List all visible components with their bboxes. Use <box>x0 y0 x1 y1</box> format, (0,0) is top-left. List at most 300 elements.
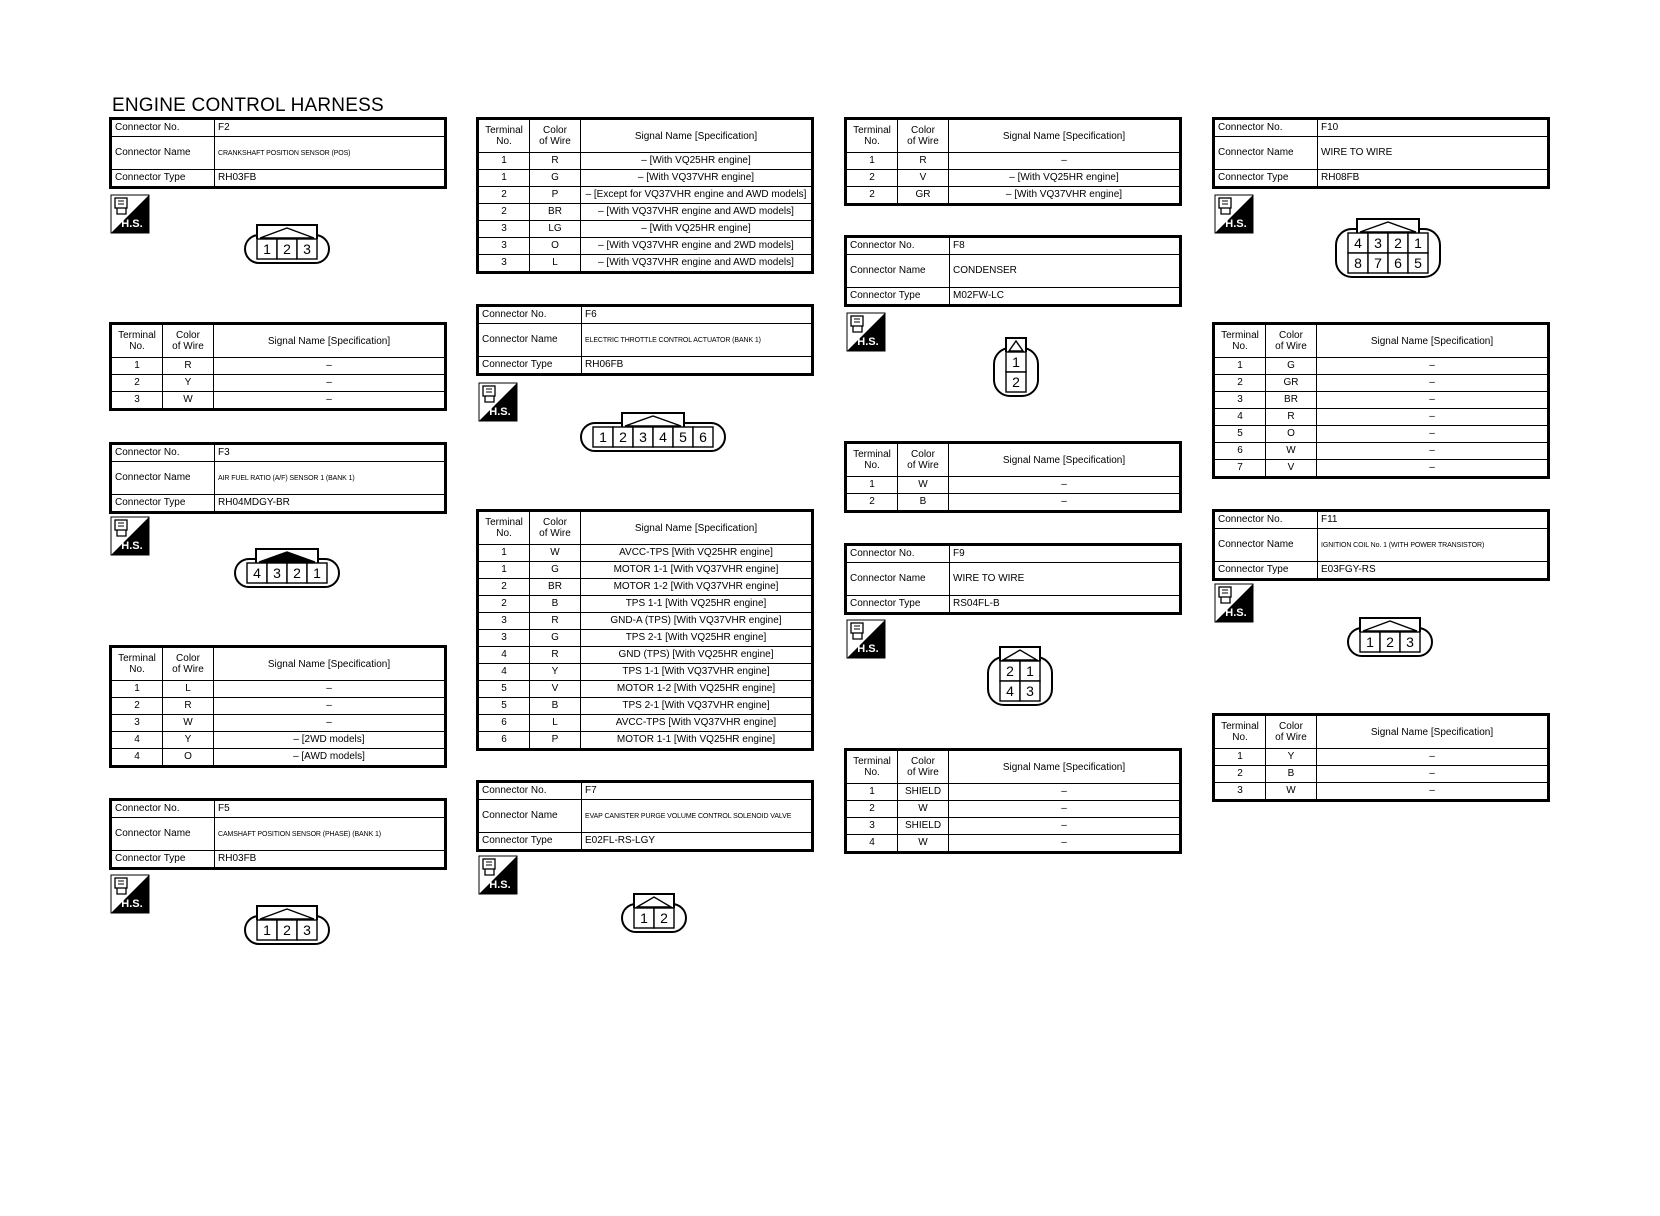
pin-number: 1 <box>263 241 271 257</box>
info-row <box>846 255 1181 288</box>
info-label: Connector No. <box>846 545 950 563</box>
terminal-no: 2 <box>111 375 163 392</box>
signal-name: – <box>214 358 446 375</box>
table-row <box>478 562 813 579</box>
wire-color: P <box>530 187 581 204</box>
terminal-no: 6 <box>1214 443 1266 460</box>
connector-face-F8 <box>992 336 1040 398</box>
table-row <box>111 392 446 410</box>
pin-number: 4 <box>1006 683 1014 699</box>
terminal-no-header: Terminal No. <box>846 443 898 477</box>
terminal-no: 3 <box>111 392 163 410</box>
svg-text:H.S.: H.S. <box>121 218 143 230</box>
info-label: Connector Type <box>846 288 950 306</box>
signal-name: – <box>1317 783 1549 801</box>
terminal-no: 6 <box>478 732 530 750</box>
signal-name: – [2WD models] <box>214 732 446 749</box>
terminal-no-header: Terminal No. <box>111 324 163 358</box>
table-row <box>478 664 813 681</box>
wire-color: V <box>530 681 581 698</box>
terminal-no: 3 <box>478 630 530 647</box>
wire-color: L <box>163 681 214 698</box>
info-label: Connector Name <box>111 137 215 170</box>
connector-face-F7 <box>620 892 688 934</box>
svg-text:H.S.: H.S. <box>1225 607 1247 619</box>
wire-color: B <box>530 698 581 715</box>
info-label: Connector Type <box>846 596 950 614</box>
signal-name: MOTOR 1-2 [With VQ25HR engine] <box>581 681 813 698</box>
info-value: E02FL-RS-LGY <box>582 833 813 851</box>
terminal-header-row <box>111 324 446 358</box>
signal-name: – <box>214 715 446 732</box>
terminal-table-F11 <box>1212 713 1550 802</box>
signal-name: TPS 1-1 [With VQ25HR engine] <box>581 596 813 613</box>
info-label: Connector No. <box>478 782 582 800</box>
color-of-wire-header: Color of Wire <box>530 119 581 153</box>
terminal-no: 2 <box>478 187 530 204</box>
info-label: Connector Type <box>1214 562 1318 580</box>
signal-name-header: Signal Name [Specification] <box>949 443 1181 477</box>
terminal-header-row <box>846 119 1181 153</box>
pin-number: 3 <box>639 429 647 445</box>
table-row <box>478 647 813 664</box>
table-row <box>478 238 813 255</box>
signal-name: – [With VQ25HR engine] <box>581 221 813 238</box>
signal-name: – [With VQ25HR engine] <box>949 170 1181 187</box>
harness-side-icon <box>110 516 150 556</box>
signal-name: GND-A (TPS) [With VQ37VHR engine] <box>581 613 813 630</box>
wire-color: BR <box>530 579 581 596</box>
pin-number: 3 <box>1406 634 1414 650</box>
wire-color: GR <box>898 187 949 205</box>
info-row <box>1214 170 1549 188</box>
table-row <box>478 187 813 204</box>
table-row <box>846 477 1181 494</box>
info-value: RH08FB <box>1318 170 1549 188</box>
info-row <box>1214 529 1549 562</box>
wire-color: B <box>898 494 949 512</box>
signal-name: – <box>1317 460 1549 478</box>
wire-color: R <box>898 153 949 170</box>
info-value: F8 <box>950 237 1181 255</box>
harness-side-icon <box>846 619 886 659</box>
svg-text:H.S.: H.S. <box>1225 218 1247 230</box>
pin-number: 5 <box>1414 255 1422 271</box>
info-row <box>1214 119 1549 137</box>
connector-info-F11 <box>1212 509 1550 581</box>
terminal-no: 2 <box>1214 766 1266 783</box>
signal-name: – <box>214 681 446 698</box>
info-row <box>846 288 1181 306</box>
info-label: Connector No. <box>111 444 215 462</box>
info-row <box>111 800 446 818</box>
terminal-no: 7 <box>1214 460 1266 478</box>
pin-number: 1 <box>1414 235 1422 251</box>
connector-info-F9 <box>844 543 1182 615</box>
terminal-no: 3 <box>478 255 530 273</box>
info-label: Connector Name <box>111 818 215 851</box>
wire-color: G <box>1266 358 1317 375</box>
info-row <box>111 137 446 170</box>
pin-number: 3 <box>303 922 311 938</box>
info-label: Connector No. <box>478 306 582 324</box>
info-value: ELECTRIC THROTTLE CONTROL ACTUATOR (BANK 1) <box>582 324 813 357</box>
info-value: CAMSHAFT POSITION SENSOR (PHASE) (BANK 1) <box>215 818 446 851</box>
terminal-header-row <box>846 750 1181 784</box>
terminal-no: 1 <box>111 358 163 375</box>
connector-face-F2 <box>243 223 331 265</box>
info-label: Connector Type <box>478 357 582 375</box>
connector-face-F5 <box>243 904 331 946</box>
info-row <box>478 324 813 357</box>
info-row <box>111 170 446 188</box>
terminal-no: 1 <box>1214 358 1266 375</box>
table-row <box>478 170 813 187</box>
info-value: RH04MDGY-BR <box>215 495 446 513</box>
table-row <box>1214 766 1549 783</box>
info-value: WIRE TO WIRE <box>1318 137 1549 170</box>
info-label: Connector Type <box>111 851 215 869</box>
wire-color: W <box>898 801 949 818</box>
pin-number: 1 <box>1012 354 1020 370</box>
info-value: F11 <box>1318 511 1549 529</box>
connector-face-F3 <box>233 547 341 589</box>
info-value: F7 <box>582 782 813 800</box>
info-value: F2 <box>215 119 446 137</box>
connector-face-F11 <box>1346 616 1434 658</box>
info-label: Connector Name <box>1214 137 1318 170</box>
terminal-no: 3 <box>846 818 898 835</box>
terminal-table-F2 <box>109 322 447 411</box>
pin-number: 2 <box>293 565 301 581</box>
signal-name: – [With VQ37VHR engine and 2WD models] <box>581 238 813 255</box>
terminal-no: 2 <box>478 204 530 221</box>
terminal-no: 5 <box>478 681 530 698</box>
signal-name-header: Signal Name [Specification] <box>1317 715 1549 749</box>
terminal-no: 3 <box>478 221 530 238</box>
signal-name: – <box>214 698 446 715</box>
terminal-no: 3 <box>478 238 530 255</box>
wire-color: P <box>530 732 581 750</box>
info-label: Connector Type <box>111 170 215 188</box>
info-row <box>846 237 1181 255</box>
harness-side-icon <box>478 855 518 895</box>
terminal-header-row <box>111 647 446 681</box>
info-value: CONDENSER <box>950 255 1181 288</box>
wire-color: W <box>1266 443 1317 460</box>
info-value: F3 <box>215 444 446 462</box>
info-label: Connector Type <box>478 833 582 851</box>
info-value: M02FW-LC <box>950 288 1181 306</box>
wire-color: SHIELD <box>898 818 949 835</box>
table-row <box>846 818 1181 835</box>
pin-number: 1 <box>263 922 271 938</box>
info-row <box>1214 511 1549 529</box>
pin-number: 2 <box>283 241 291 257</box>
table-row <box>478 596 813 613</box>
pin-number: 6 <box>1394 255 1402 271</box>
terminal-no-header: Terminal No. <box>111 647 163 681</box>
wire-color: BR <box>1266 392 1317 409</box>
connector-face-F10 <box>1334 217 1442 279</box>
harness-side-icon <box>110 874 150 914</box>
terminal-table-F6 <box>476 509 814 751</box>
wire-color: W <box>898 477 949 494</box>
wire-color: R <box>530 647 581 664</box>
terminal-no: 4 <box>846 835 898 853</box>
table-row <box>846 801 1181 818</box>
svg-text:H.S.: H.S. <box>121 540 143 552</box>
terminal-no: 1 <box>111 681 163 698</box>
info-row <box>846 563 1181 596</box>
terminal-no: 3 <box>111 715 163 732</box>
pin-number: 4 <box>253 565 261 581</box>
table-row <box>478 698 813 715</box>
table-row <box>1214 392 1549 409</box>
terminal-header-row <box>478 511 813 545</box>
terminal-no: 2 <box>478 579 530 596</box>
table-row <box>1214 783 1549 801</box>
signal-name: AVCC-TPS [With VQ25HR engine] <box>581 545 813 562</box>
signal-name: – <box>949 477 1181 494</box>
color-of-wire-header: Color of Wire <box>1266 324 1317 358</box>
terminal-no: 5 <box>1214 426 1266 443</box>
wire-color: R <box>530 153 581 170</box>
connector-info-F7 <box>476 780 814 852</box>
color-of-wire-header: Color of Wire <box>1266 715 1317 749</box>
info-value: CRANKSHAFT POSITION SENSOR (POS) <box>215 137 446 170</box>
signal-name: – <box>949 153 1181 170</box>
info-label: Connector Name <box>1214 529 1318 562</box>
info-label: Connector Name <box>478 800 582 833</box>
signal-name: – <box>1317 426 1549 443</box>
connector-info-F10 <box>1212 117 1550 189</box>
table-row <box>846 835 1181 853</box>
wire-color: G <box>530 170 581 187</box>
info-label: Connector No. <box>1214 511 1318 529</box>
info-value: RH06FB <box>582 357 813 375</box>
color-of-wire-header: Color of Wire <box>163 324 214 358</box>
signal-name: TPS 2-1 [With VQ25HR engine] <box>581 630 813 647</box>
table-row <box>111 749 446 767</box>
info-label: Connector No. <box>1214 119 1318 137</box>
color-of-wire-header: Color of Wire <box>898 443 949 477</box>
terminal-no: 4 <box>111 732 163 749</box>
info-row <box>1214 137 1549 170</box>
wire-color: LG <box>530 221 581 238</box>
wire-color: Y <box>1266 749 1317 766</box>
terminal-no: 3 <box>478 613 530 630</box>
info-row <box>111 818 446 851</box>
signal-name: – [With VQ37VHR engine] <box>581 170 813 187</box>
signal-name: – <box>1317 375 1549 392</box>
info-row <box>478 306 813 324</box>
connector-face-F6 <box>579 411 727 453</box>
page-title: ENGINE CONTROL HARNESS <box>112 95 384 116</box>
terminal-no: 1 <box>478 170 530 187</box>
info-row <box>111 495 446 513</box>
info-label: Connector Type <box>1214 170 1318 188</box>
color-of-wire-header: Color of Wire <box>898 750 949 784</box>
signal-name: – <box>214 392 446 410</box>
wire-color: Y <box>163 732 214 749</box>
pin-number: 3 <box>273 565 281 581</box>
terminal-no: 4 <box>478 647 530 664</box>
table-row <box>111 375 446 392</box>
terminal-header-row <box>1214 715 1549 749</box>
info-label: Connector Name <box>111 462 215 495</box>
table-row <box>846 170 1181 187</box>
signal-name: TPS 2-1 [With VQ37VHR engine] <box>581 698 813 715</box>
table-row <box>478 204 813 221</box>
pin-number: 5 <box>679 429 687 445</box>
color-of-wire-header: Color of Wire <box>530 511 581 545</box>
terminal-no: 2 <box>1214 375 1266 392</box>
svg-text:H.S.: H.S. <box>857 643 879 655</box>
signal-name: AVCC-TPS [With VQ37VHR engine] <box>581 715 813 732</box>
table-row <box>846 153 1181 170</box>
pin-number: 3 <box>1374 235 1382 251</box>
signal-name: – [AWD models] <box>214 749 446 767</box>
signal-name-header: Signal Name [Specification] <box>581 119 813 153</box>
pin-number: 1 <box>1366 634 1374 650</box>
wire-color: R <box>163 698 214 715</box>
terminal-no: 4 <box>111 749 163 767</box>
pin-number: 3 <box>303 241 311 257</box>
wire-color: L <box>530 715 581 732</box>
info-value: AIR FUEL RATIO (A/F) SENSOR 1 (BANK 1) <box>215 462 446 495</box>
pin-number: 1 <box>599 429 607 445</box>
table-row <box>478 579 813 596</box>
terminal-header-row <box>1214 324 1549 358</box>
info-row <box>478 800 813 833</box>
wire-color: L <box>530 255 581 273</box>
info-row <box>478 357 813 375</box>
signal-name: – [Except for VQ37VHR engine and AWD models] <box>581 187 813 204</box>
info-label: Connector Name <box>478 324 582 357</box>
signal-name-header: Signal Name [Specification] <box>214 647 446 681</box>
signal-name-header: Signal Name [Specification] <box>1317 324 1549 358</box>
pin-number: 2 <box>1012 374 1020 390</box>
connector-info-F5 <box>109 798 447 870</box>
terminal-no: 2 <box>478 596 530 613</box>
wire-color: O <box>1266 426 1317 443</box>
table-row <box>1214 460 1549 478</box>
signal-name: – [With VQ25HR engine] <box>581 153 813 170</box>
terminal-table-F10 <box>1212 322 1550 479</box>
terminal-no: 1 <box>478 153 530 170</box>
wire-color: R <box>163 358 214 375</box>
terminal-no: 3 <box>1214 783 1266 801</box>
signal-name: – <box>1317 766 1549 783</box>
info-value: F5 <box>215 800 446 818</box>
terminal-no: 1 <box>846 477 898 494</box>
wire-color: V <box>898 170 949 187</box>
signal-name: GND (TPS) [With VQ25HR engine] <box>581 647 813 664</box>
terminal-no: 4 <box>1214 409 1266 426</box>
terminal-no-header: Terminal No. <box>846 119 898 153</box>
info-label: Connector Name <box>846 255 950 288</box>
wire-color: V <box>1266 460 1317 478</box>
pin-number: 2 <box>283 922 291 938</box>
terminal-no: 2 <box>111 698 163 715</box>
terminal-table-F3 <box>109 645 447 768</box>
signal-name: – <box>1317 409 1549 426</box>
info-value: E03FGY-RS <box>1318 562 1549 580</box>
signal-name-header: Signal Name [Specification] <box>949 119 1181 153</box>
terminal-no-header: Terminal No. <box>478 511 530 545</box>
info-row <box>111 462 446 495</box>
wire-color: R <box>530 613 581 630</box>
harness-side-icon <box>478 382 518 422</box>
info-value: RH03FB <box>215 851 446 869</box>
connector-info-F8 <box>844 235 1182 307</box>
signal-name: TPS 1-1 [With VQ37VHR engine] <box>581 664 813 681</box>
signal-name-header: Signal Name [Specification] <box>214 324 446 358</box>
harness-side-icon <box>1214 194 1254 234</box>
info-row <box>111 119 446 137</box>
wire-color: B <box>530 596 581 613</box>
table-row <box>1214 749 1549 766</box>
pin-number: 1 <box>640 910 648 926</box>
pin-number: 2 <box>619 429 627 445</box>
terminal-header-row <box>478 119 813 153</box>
table-row <box>478 545 813 562</box>
signal-name: – <box>214 375 446 392</box>
wire-color: G <box>530 562 581 579</box>
connector-face-F9 <box>986 645 1054 707</box>
svg-text:H.S.: H.S. <box>489 879 511 891</box>
svg-text:H.S.: H.S. <box>489 406 511 418</box>
table-row <box>478 715 813 732</box>
svg-text:H.S.: H.S. <box>121 898 143 910</box>
terminal-header-row <box>846 443 1181 477</box>
info-row <box>478 833 813 851</box>
info-row <box>1214 562 1549 580</box>
signal-name: – <box>1317 392 1549 409</box>
info-value: WIRE TO WIRE <box>950 563 1181 596</box>
info-value: F6 <box>582 306 813 324</box>
pin-number: 6 <box>699 429 707 445</box>
wire-color: B <box>1266 766 1317 783</box>
wire-color: W <box>163 715 214 732</box>
table-row <box>846 494 1181 512</box>
table-row <box>1214 375 1549 392</box>
table-row <box>1214 358 1549 375</box>
wire-color: Y <box>163 375 214 392</box>
info-value: RH03FB <box>215 170 446 188</box>
info-value: RS04FL-B <box>950 596 1181 614</box>
table-row <box>111 698 446 715</box>
terminal-no-header: Terminal No. <box>1214 324 1266 358</box>
wire-color: GR <box>1266 375 1317 392</box>
harness-side-icon <box>846 312 886 352</box>
terminal-no: 6 <box>478 715 530 732</box>
connector-info-F6 <box>476 304 814 376</box>
pin-number: 1 <box>1026 663 1034 679</box>
signal-name-header: Signal Name [Specification] <box>949 750 1181 784</box>
pin-number: 4 <box>1354 235 1362 251</box>
terminal-no: 2 <box>846 170 898 187</box>
table-row <box>111 715 446 732</box>
terminal-no-header: Terminal No. <box>846 750 898 784</box>
connector-info-F3 <box>109 442 447 514</box>
terminal-table-F5 <box>476 117 814 274</box>
terminal-no: 5 <box>478 698 530 715</box>
terminal-no: 2 <box>846 801 898 818</box>
pin-number: 1 <box>313 565 321 581</box>
terminal-no-header: Terminal No. <box>478 119 530 153</box>
